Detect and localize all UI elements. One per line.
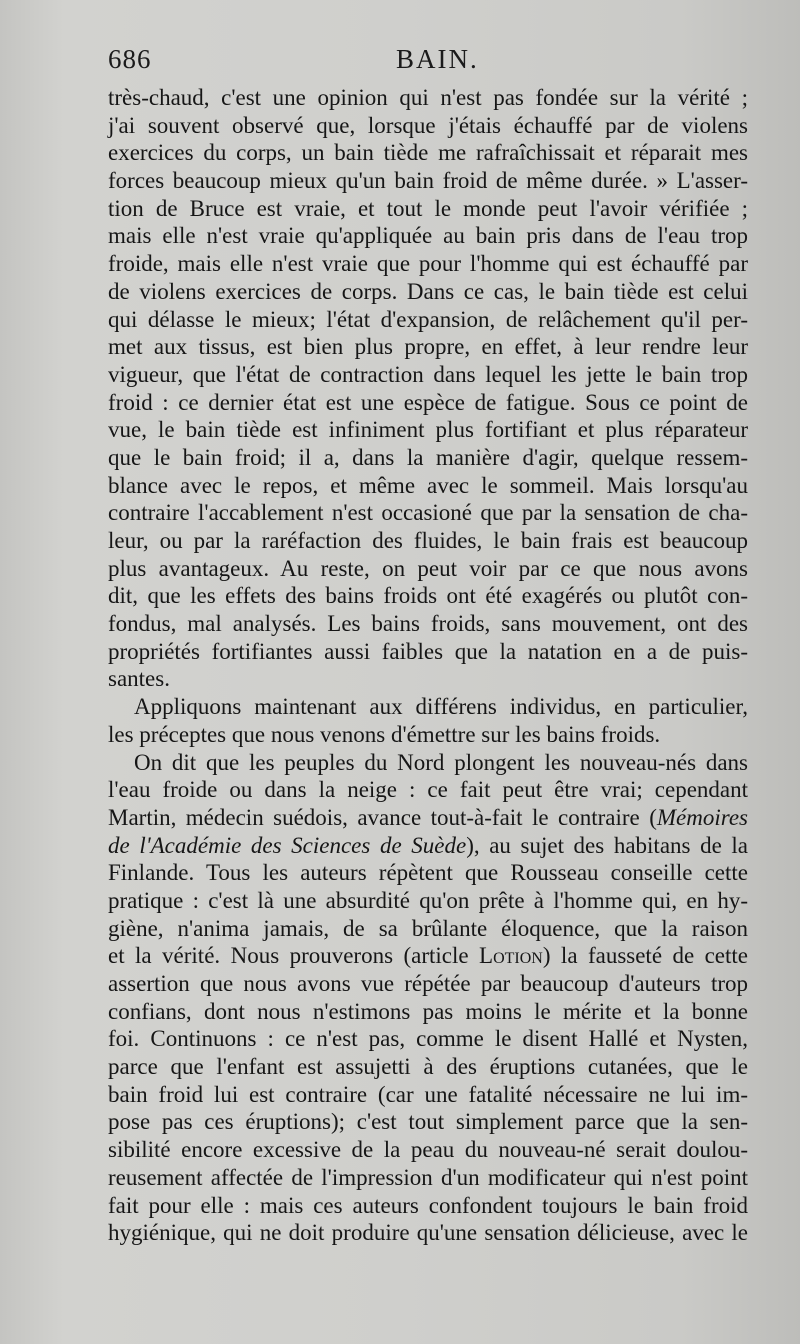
text-line: bain froid lui est contraire (car une fatalité nécessaire ne lui im- (108, 1081, 748, 1107)
text-line: l'eau froide ou dans la neige : ce fait peut être vrai; cependant (108, 777, 748, 803)
text-line: qui délasse le mieux; l'état d'expansion, de relâchement qu'il per- (108, 306, 748, 332)
line-segment: Martin, médecin suédois, avance tout-à-fait le contraire ( (108, 804, 657, 830)
line-segment: de l' (108, 832, 151, 858)
page-header (108, 44, 748, 80)
line-segment: et la vérité. Nous prouverons (article (108, 943, 480, 969)
text-line: fondus, mal analysés. Les bains froids, sans mouvement, ont des (108, 611, 748, 637)
text-line: vue, le bain tiède est infiniment plus fortifiant et plus réparateur (108, 417, 748, 443)
text-line (108, 942, 748, 970)
text-line: vigueur, que l'état de contraction dans lequel les jette le bain trop (108, 361, 748, 387)
text-line: parce que l'enfant est assujetti à des éruptions cutanées, que le (108, 1054, 748, 1080)
italic-citation: Mémoires (656, 804, 748, 830)
text-line: les préceptes que nous venons d'émettre sur les bains froids. (108, 721, 661, 747)
running-head: BAIN. (396, 44, 479, 74)
italic-citation: Académie des Sciences de Suède (150, 832, 467, 858)
body-text (108, 84, 748, 1247)
text-line: reusement affectée de l'impression d'un modificateur qui n'est point (108, 1164, 748, 1190)
text-line: assertion que nous avons vue répétée par beaucoup d'auteurs trop (108, 971, 748, 996)
text-line: plus avantageux. Au reste, on peut voir par ce que nous avons (108, 555, 748, 581)
text-line: froid : ce dernier état est une espèce de fatigue. Sous ce point de (108, 389, 748, 415)
text-line: tion de Bruce est vraie, et tout le monde peut l'avoir vérifiée ; (108, 195, 748, 221)
text-line: blance avec le repos, et même avec le sommeil. Mais lorsqu'au (108, 472, 748, 498)
text-line: Finlande. Tous les auteurs répètent que Rousseau conseille cette (108, 860, 748, 886)
paragraph-start-line: On dit que les peuples du Nord plongent les nouveau-nés dans (134, 749, 748, 775)
text-line: j'ai souvent observé que, lorsque j'étais échauffé par de violens (108, 112, 748, 138)
smallcaps-reference: Lotion (479, 943, 543, 969)
paragraph-start-line: Appliquons maintenant aux différens individus, en particulier, (134, 694, 748, 720)
text-line: santes. (108, 666, 170, 692)
text-line: hygiénique, qui ne doit produire qu'une sensation délicieuse, avec le (108, 1220, 748, 1246)
text-line: forces beaucoup mieux qu'un bain froid de même durée. » L'asser- (108, 168, 748, 194)
text-line: fait pour elle : mais ces auteurs confondent toujours le bain froid (108, 1192, 748, 1218)
text-line: sibilité encore excessive de la peau du nouveau-né serait doulou- (108, 1137, 748, 1163)
text-line: leur, ou par la raréfaction des fluides, le bain frais est beaucoup (108, 528, 748, 553)
text-line: contraire l'accablement n'est occasioné que par la sensation de cha- (108, 500, 748, 526)
text-line: dit, que les effets des bains froids ont été exagérés ou plutôt con- (108, 583, 748, 609)
text-line: froide, mais elle n'est vraie que pour l'homme qui est échauffé par (108, 251, 748, 277)
text-line: foi. Continuons : ce n'est pas, comme le disent Hallé et Nysten, (108, 1026, 748, 1052)
text-line: mais elle n'est vraie qu'appliquée au bain pris dans de l'eau trop (108, 223, 748, 249)
text-line (108, 832, 748, 860)
text-line: de violens exercices de corps. Dans ce cas, le bain tiède est celui (108, 278, 748, 304)
line-segment: ) la fausseté de cette (542, 943, 748, 969)
text-line: que le bain froid; il a, dans la manière d'agir, quelque ressem- (108, 444, 748, 470)
page-number: 686 (108, 44, 152, 74)
text-line: propriétés fortifiantes aussi faibles que la natation en a de puis- (108, 638, 748, 664)
text-line: très-chaud, c'est une opinion qui n'est pas fondée sur la vérité ; (108, 85, 748, 110)
text-line: pratique : c'est là une absurdité qu'on prête à l'homme qui, en hy- (108, 887, 748, 913)
text-line: met aux tissus, est bien plus propre, en effet, à leur rendre leur (108, 334, 748, 360)
text-line: confians, dont nous n'estimons pas moins le mérite et la bonne (108, 998, 748, 1024)
text-line: giène, n'anima jamais, de sa brûlante éloquence, que la raison (108, 915, 748, 941)
line-segment: ), au sujet des habitans de la (466, 832, 748, 858)
text-line: pose pas ces éruptions); c'est tout simplement parce que la sen- (108, 1109, 748, 1135)
text-line (108, 804, 748, 832)
text-line: exercices du corps, un bain tiède me rafraîchissait et réparait mes (108, 140, 748, 166)
